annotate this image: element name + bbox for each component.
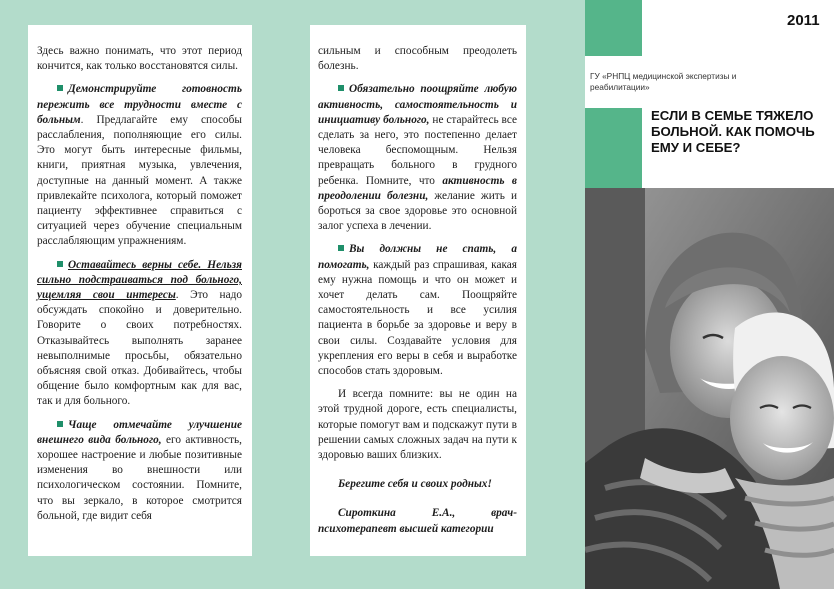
text-column-1 bbox=[28, 25, 252, 556]
paragraph-text: его активность, хорошее настроение и любые позитивные изменения во внешности или психологическом состоянии. Помните, что вы зеркало, в которое смотрится больной, где видит себя bbox=[37, 433, 242, 522]
text-column-2 bbox=[310, 25, 526, 556]
paragraph-text: желание жить и бороться за свое здоровье это основной залог успеха в лечении. bbox=[318, 189, 517, 233]
organization-name: ГУ «РНПЦ медицинской экспертизы и реабилитации» bbox=[590, 71, 737, 92]
accent-bar bbox=[585, 108, 642, 188]
bullet-square-icon bbox=[57, 261, 63, 267]
paragraph-bullet bbox=[37, 258, 242, 410]
bullet-square-icon bbox=[338, 245, 344, 251]
bold-italic-text: Чаще отмечайте улучшение внешнего вида больного, bbox=[37, 418, 242, 446]
paragraph-text: каждый раз спрашивая, какая ему нужна помощь и что он может и хочет делать сам. Поощряйте самостоятельность и все усилия пациента в борьбе за здоровье и веру в свои силы. Создавайте условия для укрепления его веры в себя и выработке способов стать здоровым. bbox=[318, 258, 517, 378]
paragraph: И всегда помните: вы не один на этой трудной дороге, есть специалисты, которые помогут вам и подскажут пути в решении самых сложных задач на пути к здоровью ваших близких. bbox=[318, 388, 517, 462]
paragraph-bullet bbox=[37, 82, 242, 249]
bold-italic-text: Обязательно поощряйте любую активность, самостоятельность и инициативу больного, bbox=[318, 83, 517, 126]
bold-italic-text: активность в преодолении болезни, bbox=[318, 174, 517, 202]
bullet-square-icon bbox=[57, 421, 63, 427]
paragraph-bullet bbox=[318, 242, 517, 379]
closing-line: Берегите себя и своих родных! bbox=[338, 478, 492, 491]
bullet-square-icon bbox=[338, 85, 344, 91]
paragraph: сильным и способным преодолеть болезнь. bbox=[318, 45, 517, 73]
cover-photo bbox=[585, 188, 834, 589]
paragraph: Здесь важно понимать, что этот период кончится, как только восстановятся силы. bbox=[37, 45, 242, 73]
paragraph-bullet bbox=[318, 82, 517, 234]
paragraph-text: . Предлагайте ему способы расслабления, пополняющие его силы. Это могут быть интересные фильмы, книги, приятная музыка, увлечения, доступные на данный момент. А также привлекайте психолога, который поможет пациенту эффективнее справиться с ситуацией через обучение специальным расслабляющим упражнениям. bbox=[37, 113, 242, 248]
bold-italic-text: Вы должны не спать, а помогать, bbox=[318, 243, 517, 271]
paragraph-text: . Это надо обсуждать спокойно и доверительно. Говорите о своих потребностях. Отказывайтесь выполнять заранее невыполнимые просьбы, обязательно объясняя свой отказ. Добивайтесь, чтобы общение было комфортным как для вас, так и для больного. bbox=[37, 289, 242, 408]
paragraph-bullet bbox=[37, 418, 242, 524]
bold-italic-text: Оставайтесь верны себе. Нельзя сильно подстраиваться под больного, ущемляя свои интересы bbox=[37, 258, 242, 302]
year-label: 2011 bbox=[787, 12, 820, 29]
cover-headline: ЕСЛИ В СЕМЬЕ ТЯЖЕЛО БОЛЬНОЙ. КАК ПОМОЧЬ ЕМУ И СЕБЕ? bbox=[651, 108, 815, 156]
bullet-square-icon bbox=[57, 85, 63, 91]
author-signature: Сироткина Е.А., врач-психотерапевт высшей категории bbox=[318, 507, 517, 535]
accent-block bbox=[585, 0, 642, 56]
paragraph-text: не старайтесь все сделать за него, это постепенно делает человека беспомощным. Нельзя превращать больного в грудного ребенка. Помните, что bbox=[318, 113, 517, 187]
bold-italic-text: Демонстрируйте готовность пережить все трудности вместе с больным bbox=[37, 83, 242, 126]
